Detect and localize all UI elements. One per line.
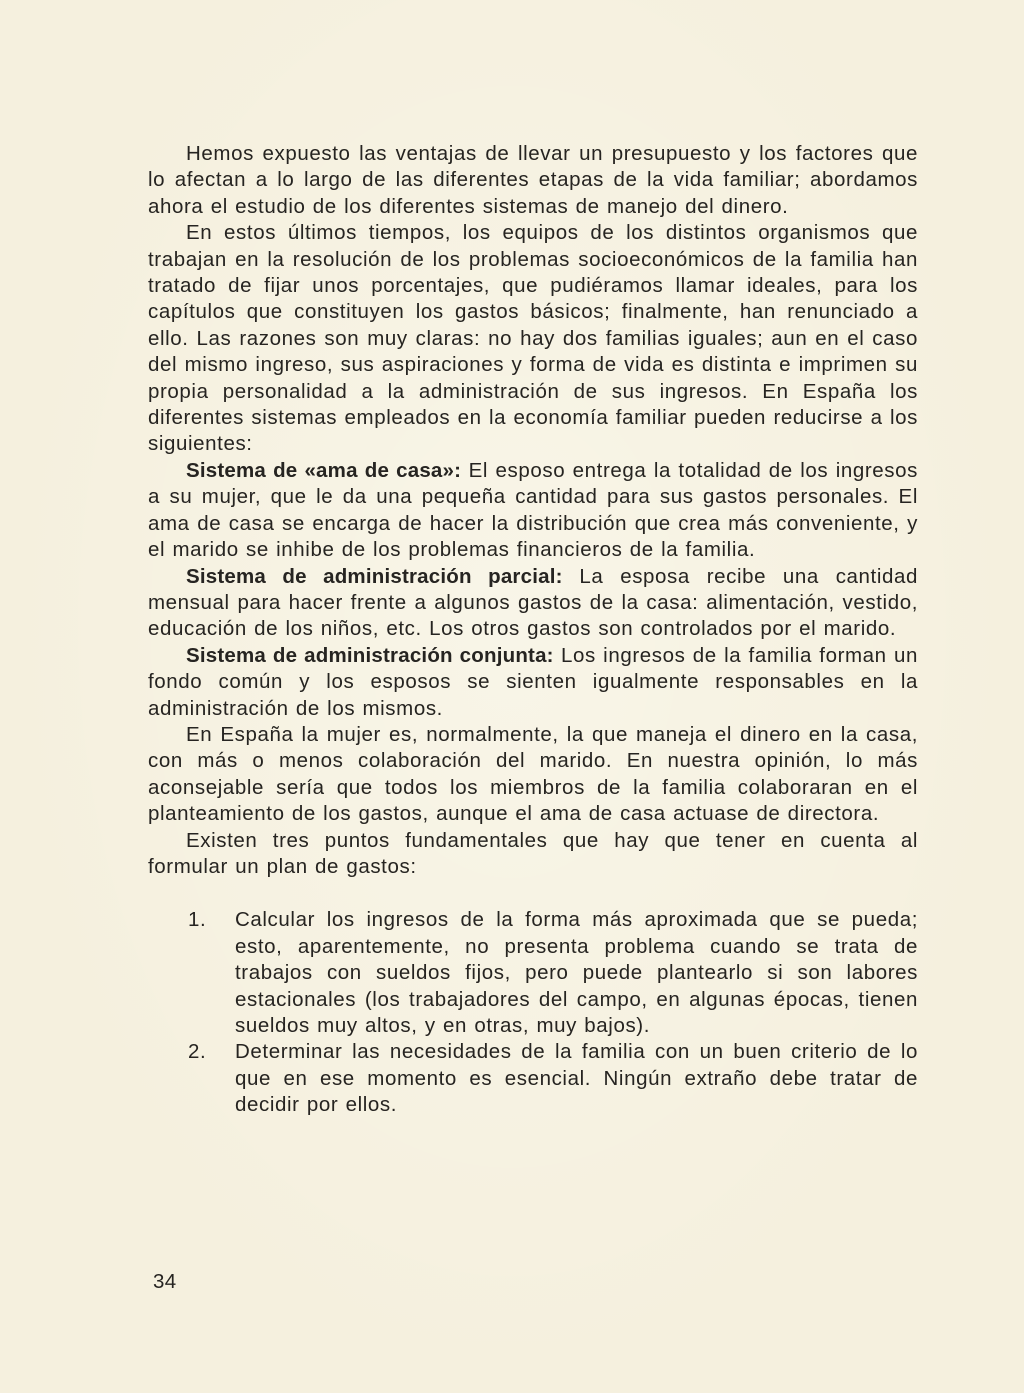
system-ama-de-casa-title: Sistema de «ama de casa»: xyxy=(186,458,462,482)
system-conjunta-title: Sistema de administración conjunta: xyxy=(186,643,554,667)
paragraph-intro: Hemos expuesto las ventajas de llevar un presupuesto y los factores que lo afectan a lo largo de las diferentes etapas de la vida familiar; abordamos ahora el estudio de los diferentes sistemas de manejo del dinero. xyxy=(148,142,918,218)
list-item-text: Calcular los ingresos de la forma más aproximada que se pueda; esto, aparentemente, no presenta problema cuando se trata de trabajos con sueldos fijos, pero puede plantearlo si son labores estacionales (los trabajadores del campo, en algunas épocas, tienen sueldos muy altos, y en otras, muy bajos). xyxy=(235,908,918,1037)
paragraph-system-ama-de-casa xyxy=(148,458,918,564)
paragraph-spain-women: En España la mujer es, normalmente, la que maneja el dinero en la casa, con más o menos colaboración del marido. En nuestra opinión, lo más aconsejable sería que todos los miembros de la familia colaboraran en el planteamiento de los gastos, aunque el ama de casa actuase de directora. xyxy=(148,722,918,826)
system-parcial-title: Sistema de administración parcial: xyxy=(186,564,563,588)
points-list xyxy=(148,907,918,1118)
page-number: 34 xyxy=(153,1270,177,1293)
paragraph-system-parcial xyxy=(148,564,918,643)
system-parcial-text: La esposa recibe una cantidad mensual para hacer frente a algunos gastos de la casa: alimentación, vestido, educación de los niños, etc. Los otros gastos son controlados por el marido. xyxy=(148,564,918,641)
paragraph-system-conjunta xyxy=(148,643,918,722)
page-body xyxy=(148,141,918,1119)
paragraph-systems-intro: En estos últimos tiempos, los equipos de los distintos organismos que trabajan en la resolución de los problemas socioeconómicos de la familia han tratado de fijar unos porcentajes, que pudiéramos llamar ideales, para los capítulos que constituyen los gastos básicos; finalmente, han renunciado a ello. Las razones son muy claras: no hay dos familias iguales; aun en el caso del mismo ingreso, sus aspiraciones y forma de vida es distinta e imprimen su propia personalidad a la administración de sus ingresos. En España los diferentes sistemas empleados en la economía familiar pueden reducirse a los siguientes: xyxy=(148,221,918,456)
list-item xyxy=(188,1039,918,1118)
list-item-number: 2. xyxy=(188,1040,207,1064)
system-conjunta-text: Los ingresos de la familia forman un fondo común y los esposos se sienten igualmente responsables en la administración de los mismos. xyxy=(148,643,918,720)
paragraph-three-points: Existen tres puntos fundamentales que hay que tener en cuenta al formular un plan de gastos: xyxy=(148,828,918,878)
list-item-text: Determinar las necesidades de la familia con un buen criterio de lo que en ese momento es esencial. Ningún extraño debe tratar de decidir por ellos. xyxy=(235,1040,918,1117)
system-ama-de-casa-text: El esposo entrega la totalidad de los ingresos a su mujer, que le da una pequeña cantidad para sus gastos personales. El ama de casa se encarga de hacer la distribución que crea más conveniente, y el marido se inhibe de los problemas financieros de la familia. xyxy=(148,458,918,562)
list-item xyxy=(188,907,918,1039)
list-item-number: 1. xyxy=(188,908,207,932)
